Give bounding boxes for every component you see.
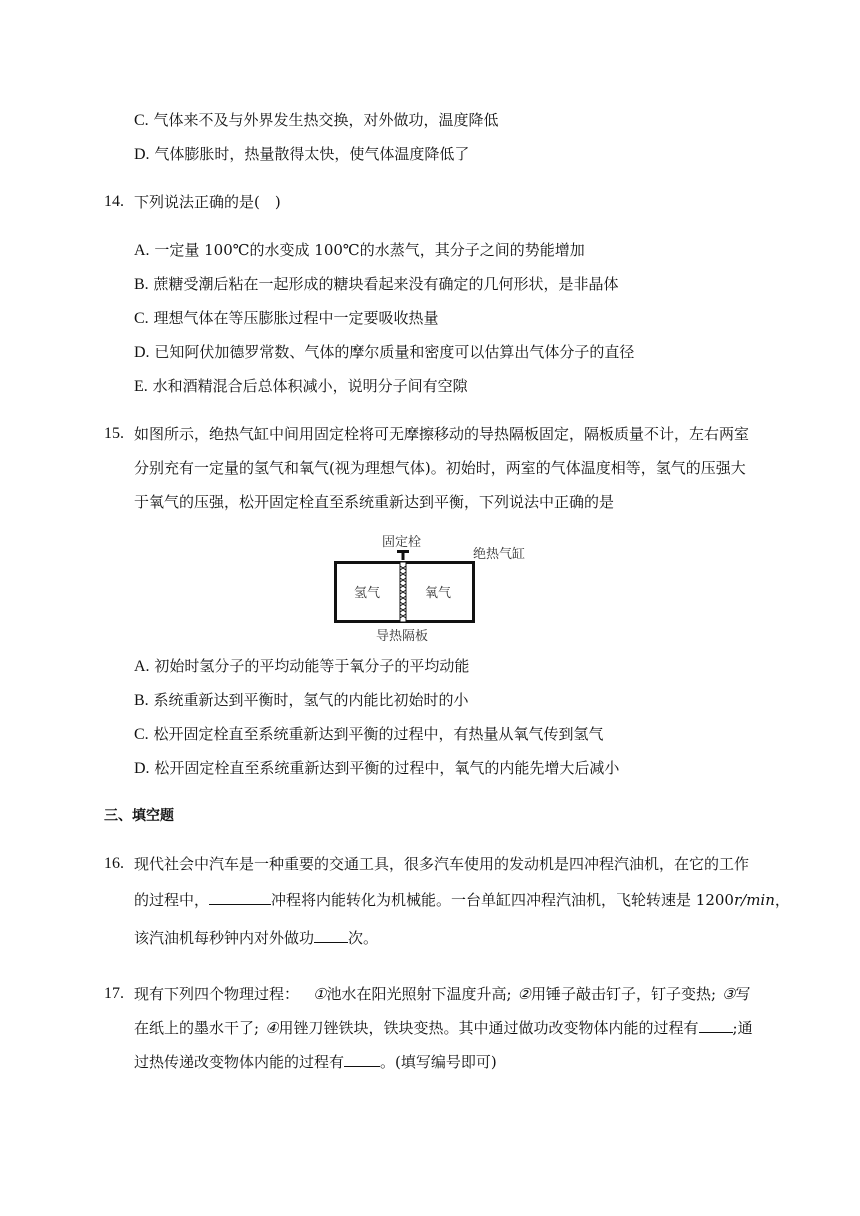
label-pin: 固定栓 xyxy=(382,535,422,550)
q15-option-a xyxy=(134,656,469,677)
answer-blank[interactable] xyxy=(209,890,271,905)
option-text: 初始时氢分子的平均动能等于氧分子的平均动能 xyxy=(154,657,470,675)
q14-option-a xyxy=(134,240,585,261)
option-text: 水和酒精混合后总体积减小，说明分子间有空隙 xyxy=(152,377,468,395)
q15-option-c xyxy=(134,724,603,745)
option-text: 理想气体在等压膨胀过程中一定要吸收热量 xyxy=(153,309,439,327)
answer-blank[interactable] xyxy=(314,928,348,943)
option-text: 已知阿伏加德罗常数、气体的摩尔质量和密度可以估算出气体分子的直径 xyxy=(154,343,635,361)
label-partition: 导热隔板 xyxy=(376,629,429,644)
option-letter: E. xyxy=(134,378,148,395)
q17-mark-4: ④ xyxy=(265,1019,279,1037)
option-letter: C. xyxy=(134,112,149,129)
option-letter: A. xyxy=(134,242,150,259)
q17-item-3a: 写 xyxy=(735,985,751,1003)
pin-stem xyxy=(402,552,405,560)
q16-text-a: 的过程中， xyxy=(134,891,210,909)
q17-line-2 xyxy=(134,1018,753,1038)
option-letter: A. xyxy=(134,658,150,675)
q16-text-d: 该汽油机每秒钟内对外做功 xyxy=(134,929,315,947)
option-letter: B. xyxy=(134,692,149,709)
option-letter: C. xyxy=(134,726,149,743)
q17-text-f: 。(填写编号即可) xyxy=(380,1053,497,1071)
answer-blank[interactable] xyxy=(344,1052,380,1067)
q17-line-3 xyxy=(134,1052,497,1072)
q17-item-2: 用锤子敲击钉子，钉子变热; xyxy=(530,985,717,1003)
option-letter: D. xyxy=(134,760,150,777)
option-letter: C. xyxy=(134,310,149,327)
q17-mark-2: ② xyxy=(517,985,531,1003)
option-letter: B. xyxy=(134,276,149,293)
q16-text-b: 冲程将内能转化为机械能。一台单缸四冲程汽油机，飞轮转速是 1200 xyxy=(271,891,734,909)
q17-text-b: 在纸上的墨水干了; xyxy=(134,1019,260,1037)
q17-line-1 xyxy=(134,984,751,1004)
q14-option-d xyxy=(134,342,634,363)
option-text: 气体膨胀时，热量散得太快，使气体温度降低了 xyxy=(154,145,470,163)
q15-option-d xyxy=(134,758,619,779)
q15-stem-line-1: 如图所示，绝热气缸中间用固定栓将可无摩擦移动的导热隔板固定，隔板质量不计，左右两室 xyxy=(134,425,750,443)
option-text: 气体来不及与外界发生热交换，对外做功，温度降低 xyxy=(153,111,499,129)
q17-text-e: 过热传递改变物体内能的过程有 xyxy=(134,1053,345,1071)
q16-line-2 xyxy=(134,890,790,910)
q13-option-d xyxy=(134,144,469,165)
q17-number: 17. xyxy=(104,985,124,1002)
q16-unit: r/min xyxy=(733,891,775,909)
q17-text-a: 现有下列四个物理过程： xyxy=(134,985,300,1003)
q17-text-d: ;通 xyxy=(732,1019,753,1037)
option-text: 系统重新达到平衡时，氢气的内能比初始时的小 xyxy=(153,691,469,709)
option-text: 松开固定栓直至系统重新达到平衡的过程中，有热量从氧气传到氢气 xyxy=(153,725,604,743)
q15-option-b xyxy=(134,690,468,711)
option-letter: D. xyxy=(134,344,150,361)
q17-item-1: 池水在阳光照射下温度升高; xyxy=(326,985,512,1003)
q16-number: 16. xyxy=(104,855,124,872)
q15-number: 15. xyxy=(104,425,124,442)
q17-text-c: 用锉刀锉铁块，铁块变热。其中通过做功改变物体内能的过程有 xyxy=(278,1019,699,1037)
cylinder-diagram xyxy=(330,532,540,648)
option-text: 蔗糖受潮后粘在一起形成的糖块看起来没有确定的几何形状，是非晶体 xyxy=(153,275,619,293)
q16-line-3 xyxy=(134,928,378,948)
option-text: 松开固定栓直至系统重新达到平衡的过程中，氧气的内能先增大后减小 xyxy=(154,759,620,777)
q15-stem-line-2: 分别充有一定量的氢气和氧气(视为理想气体)。初始时，两室的气体温度相等，氢气的压强大 xyxy=(134,459,746,477)
q14-option-e xyxy=(134,376,468,397)
q14-option-b xyxy=(134,274,618,295)
q17-mark-3: ③ xyxy=(722,985,736,1003)
q16-text-e: 次。 xyxy=(348,929,379,947)
q16-line-1: 现代社会中汽车是一种重要的交通工具，很多汽车使用的发动机是四冲程汽油机，在它的工作 xyxy=(134,855,750,873)
option-text: 一定量 100℃的水变成 100℃的水蒸气，其分子之间的势能增加 xyxy=(154,241,585,259)
option-letter: D. xyxy=(134,146,150,163)
q17-mark-1: ① xyxy=(313,985,327,1003)
answer-blank[interactable] xyxy=(699,1018,733,1033)
q14-option-c xyxy=(134,308,438,329)
q14-stem: 下列说法正确的是( ) xyxy=(134,193,281,211)
label-cylinder: 绝热气缸 xyxy=(473,547,526,562)
q16-text-c: ， xyxy=(774,891,790,909)
section-title: 三、填空题 xyxy=(104,808,174,824)
q14-number: 14. xyxy=(104,193,124,210)
q15-stem-line-3: 于氧气的压强，松开固定栓直至系统重新达到平衡，下列说法中正确的是 xyxy=(134,493,615,511)
label-oxygen: 氧气 xyxy=(425,586,452,601)
label-hydrogen: 氢气 xyxy=(354,586,381,601)
q13-option-c xyxy=(134,110,498,131)
